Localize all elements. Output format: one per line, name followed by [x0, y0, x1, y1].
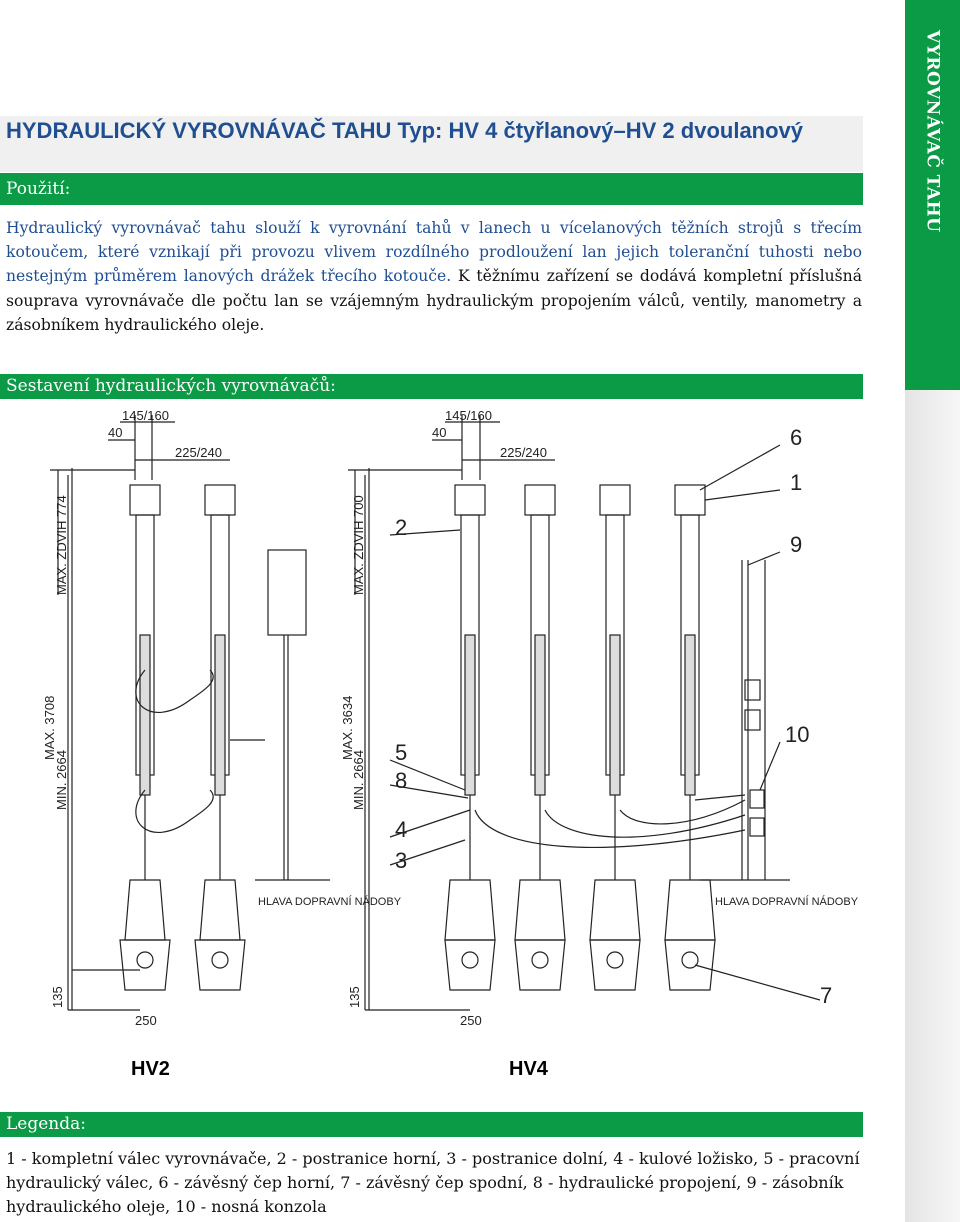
callout-2: 2 [395, 515, 408, 540]
dim-225-240-hv2: 225/240 [175, 445, 222, 460]
label-hv4: HV4 [509, 1058, 548, 1080]
dim-40-hv2: 40 [108, 425, 123, 440]
side-strip [905, 390, 960, 1222]
min-hv2: MIN. 2664 [54, 750, 69, 810]
dim-40-hv4: 40 [432, 425, 447, 440]
note-hv4: HLAVA DOPRAVNÍ NÁDOBY [715, 896, 859, 908]
callout-7: 7 [820, 983, 833, 1008]
legend-text: 1 - kompletní válec vyrovnávače, 2 - postranice horní, 3 - postranice dolní, 4 - kulové ložisko, 5 - pracovní hydraulický válec, 6 - závěsný čep horní, 7 - závěsný čep spodní, 8 - hydraulické propojení, 9 - zásobník hydraulického oleje, 10 - nosná konzola [6, 1149, 860, 1216]
callout-9: 9 [790, 532, 803, 557]
note-hv2: HLAVA DOPRAVNÍ NÁDOBY [258, 896, 402, 908]
side-tab-label: VYROVNÁVAČ TAHU [922, 30, 943, 233]
callout-5: 5 [395, 740, 408, 765]
usage-text-part1: Hydraulický vyrovnávač tahu slouží k vyrovnání tahů v lanech u vícelanových těžních strojů s třecím kotoučem, které vznikají při provozu vlivem rozdílného prodloužení lan jejich toleranční tuhosti nebo nestejným průměrem lanových drážek třecího kotouče. [6, 219, 862, 286]
dim-145-160-hv4: 145/160 [445, 408, 492, 423]
callout-1: 1 [790, 470, 803, 495]
technical-drawing [0, 400, 880, 1040]
dim-135-hv2: 135 [50, 986, 65, 1008]
page-title: HYDRAULICKÝ VYROVNÁVAČ TAHU Typ: HV 4 čtyřlanový–HV 2 dvoulanový [6, 118, 804, 143]
dim-225-240-hv4: 225/240 [500, 445, 547, 460]
callout-10: 10 [785, 722, 810, 747]
max-hv4: MAX. 3634 [340, 695, 355, 760]
usage-text-part2: K těžnímu zařízení se dodává kompletní příslušná souprava vyrovnávače dle počtu lan se vzájemným hydraulickým propojením válců, ventily, manometry a zásobníkem hydraulického oleje. [6, 267, 862, 334]
max-hv2: MAX. 3708 [42, 695, 57, 760]
dim-250-hv4: 250 [460, 1013, 482, 1028]
label-hv2: HV2 [131, 1058, 170, 1080]
min-hv4: MIN. 2664 [351, 750, 366, 810]
dim-145-160-hv2: 145/160 [122, 408, 169, 423]
max-zdvih-hv2: MAX. ZDVIH 774 [54, 495, 69, 595]
callout-8: 8 [395, 768, 408, 793]
side-tab [905, 0, 960, 390]
max-zdvih-hv4: MAX. ZDVIH 700 [351, 495, 366, 595]
usage-heading: Použití: [0, 173, 863, 205]
dim-135-hv4: 135 [347, 986, 362, 1008]
callout-4: 4 [395, 817, 408, 842]
dim-250-hv2: 250 [135, 1013, 157, 1028]
callout-6: 6 [790, 425, 803, 450]
callout-3: 3 [395, 848, 408, 873]
usage-text [6, 216, 862, 337]
assembly-heading: Sestavení hydraulických vyrovnávačů: [0, 374, 863, 399]
legend-heading: Legenda: [0, 1112, 863, 1137]
